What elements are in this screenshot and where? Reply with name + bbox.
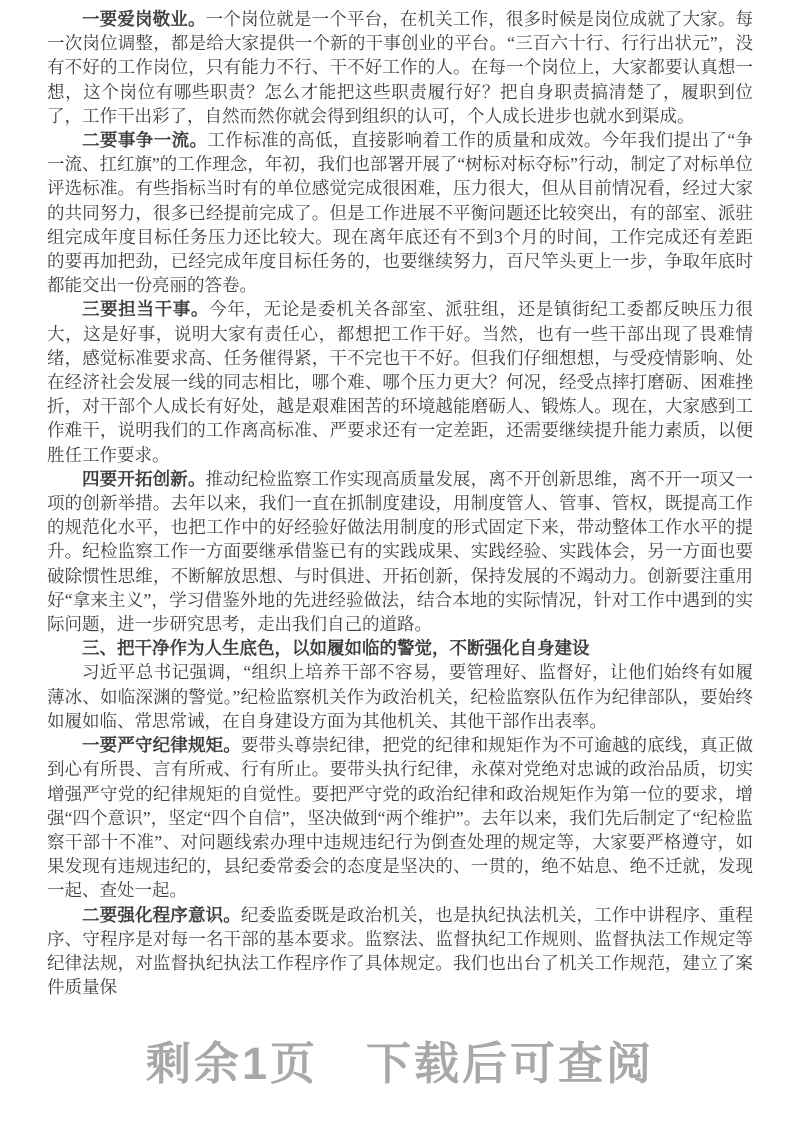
paragraph-procedure	[47, 903, 753, 1000]
paragraph-quote	[47, 660, 753, 733]
paragraph-take-responsibility-lead: 三要担当干事。	[82, 299, 210, 320]
paragraph-quote-body: 习近平总书记强调，“组织上培养干部不容易，要管理好、监督好，让他们始终有如履薄冰、如临深渊的警觉。”纪检监察机关作为政治机关，纪检监察队伍作为纪律部队，要始终如履如临、常思常诫，在自身建设方面为其他机关、其他干部作出表率。	[47, 662, 753, 731]
paragraph-strive-first	[47, 128, 753, 297]
paragraph-innovate	[47, 467, 753, 636]
paragraph-love-job-lead: 一要爱岗敬业。	[82, 9, 206, 29]
paragraph-procedure-body: 纪委监委既是政治机关，也是执纪执法机关，工作中讲程序、重程序、守程序是对每一名干部的基本要求。监察法、监督执纪工作规则、监督执法工作规定等纪律法规，对监督执纪执法工作程序作了具体规定。我们也出台了机关工作规范，建立了案件质量保	[47, 904, 754, 998]
paragraph-discipline-body: 要带头尊崇纪律，把党的纪律和规矩作为不可逾越的底线，真正做到心有所畏、言有所戒、行有所止。要带头执行纪律，永葆对党绝对忠诚的政治品质，切实增强严守党的纪律规矩的自觉性。要把严守党的政治纪律和政治规矩作为第一位的要求，增强“四个意识”，坚定“四个自信”，坚决做到“两个维护”。去年以来，我们先后制定了“纪检监察干部十不准”、对问题线索办理中违规违纪行为倒查处理的规定等，大家要严格遵守，如果发现有违规违纪的，县纪委常委会的态度是坚决的、一贯的，绝不姑息、绝不迁就，发现一起、查处一起。	[47, 735, 754, 901]
paragraph-strive-first-lead: 二要事争一流。	[82, 130, 208, 151]
paragraph-love-job-body: 一个岗位就是一个平台，在机关工作，很多时候是岗位成就了大家。每一次岗位调整，都是给大家提供一个新的干事创业的平台。“三百六十行、行行出状元”，没有不好的工作岗位，只有能力不行、干不好工作的人。在每一个岗位上，大家都要认真想一想，这个岗位有哪些职责？怎么才能把这些职责履行好？把自身职责搞清楚了，履职到位了，工作干出彩了，自然而然你就会得到组织的认可，个人成长进步也就水到渠成。	[47, 9, 754, 126]
section-heading: 三、把干净作为人生底色，以如履如临的警觉，不断强化自身建设	[82, 638, 590, 659]
paragraph-love-job	[47, 7, 753, 128]
paragraph-discipline	[47, 733, 753, 902]
watermark-text: 剩余1页 下载后可查阅	[145, 1038, 655, 1089]
paragraph-discipline-lead: 一要严守纪律规矩。	[82, 735, 241, 756]
paragraph-procedure-lead: 二要强化程序意识。	[82, 904, 241, 925]
paragraph-take-responsibility-body: 今年，无论是委机关各部室、派驻组，还是镇街纪工委都反映压力很大，这是好事，说明大家有责任心，都想把工作干好。当然，也有一些干部出现了畏难情绪，感觉标准要求高、任务催得紧，干不完也干不好。但我们仔细想想，与受疫情影响、处在经济社会发展一线的同志相比，哪个难、哪个压力更大？何况，经受点摔打磨砺、困难挫折，对干部个人成长有好处，越是艰难困苦的环境越能磨砺人、锻炼人。现在，大家感到工作难干，说明我们的工作离高标准、严要求还有一定差距，还需要继续提升能力素质，以便胜任工作要求。	[47, 299, 754, 465]
paragraph-strive-first-body: 工作标准的高低，直接影响着工作的质量和成效。今年我们提出了“争一流、扛红旗”的工作理念，年初，我们也部署开展了“树标对标夺标”行动，制定了对标单位评选标准。有些指标当时有的单位感觉完成很困难，压力很大，但从目前情况看，经过大家的共同努力，很多已经提前完成了。但是工作进展不平衡问题还比较突出，有的部室、派驻组完成年度目标任务压力还比较大。现在离年底还有不到3个月的时间，工作完成还有差距的要再加把劲，已经完成年度目标任务的，也要继续努力，百尺竿头更上一步，争取年底时都能交出一份亮丽的答卷。	[47, 130, 754, 296]
paragraph-take-responsibility	[47, 297, 753, 466]
paragraph-innovate-body: 推动纪检监察工作实现高质量发展，离不开创新思维，离不开一项又一项的创新举措。去年以来，我们一直在抓制度建设，用制度管人、管事、管权，既提高工作的规范化水平，也把工作中的好经验好做法用制度的形式固定下来，带动整体工作水平的提升。纪检监察工作一方面要继承借鉴已有的实践成果、实践经验、实践体会，另一方面也要破除惯性思维，不断解放思想、与时俱进、开拓创新，保持发展的不竭动力。创新要注重用好“拿来主义”，学习借鉴外地的先进经验做法，结合本地的实际情况，针对工作中遇到的实际问题，进一步研究思考，走出我们自己的道路。	[47, 468, 754, 635]
paragraph-innovate-lead: 四要开拓创新。	[82, 468, 206, 489]
